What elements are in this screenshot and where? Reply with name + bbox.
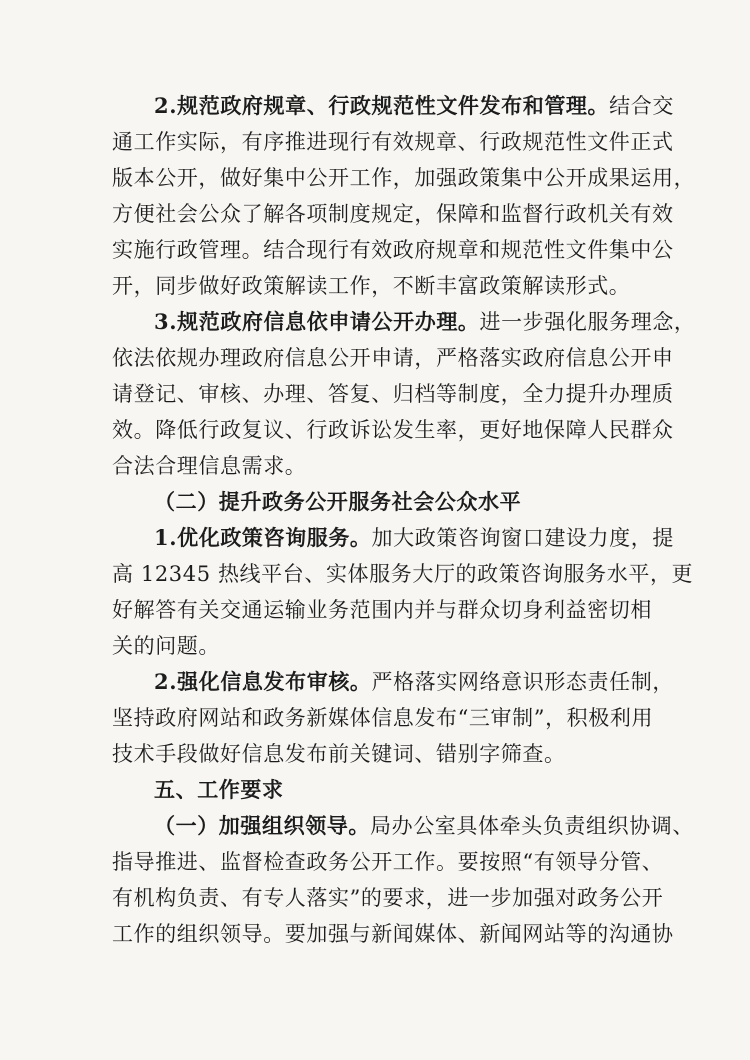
paragraph-line bbox=[112, 808, 694, 844]
paragraph-line: 通工作实际，有序推进现行有效规章、行政规范性文件正式 bbox=[112, 130, 674, 154]
body-text: 严格落实网络意识形态责任制， bbox=[371, 670, 674, 694]
paragraph-line: 实施行政管理。结合现行有效政府规章和规范性文件集中公 bbox=[112, 238, 674, 262]
paragraph-line: 关的问题。 bbox=[112, 634, 220, 658]
paragraph-line: 工作的组织领导。要加强与新闻媒体、新闻网站等的沟通协 bbox=[112, 922, 674, 946]
paragraph-line: 高 12345 热线平台、实体服务大厅的政策咨询服务水平，更 bbox=[112, 562, 694, 586]
paragraph-line: 技术手段做好信息发布前关键词、错别字筛查。 bbox=[112, 742, 566, 766]
body-text: 加大政策咨询窗口建设力度，提 bbox=[371, 526, 674, 550]
section-heading: 五、工作要求 bbox=[154, 777, 284, 802]
section-lead: 1.优化政策咨询服务。 bbox=[154, 525, 372, 550]
paragraph-line: 有机构负责、有专人落实”的要求，进一步加强对政务公开 bbox=[112, 886, 664, 910]
body-text: 结合交 bbox=[609, 94, 674, 118]
body-text: 局办公室具体牵头负责组织协调、 bbox=[370, 814, 694, 838]
paragraph-line: 坚持政府网站和政务新媒体信息发布“三审制”，积极利用 bbox=[112, 706, 654, 730]
paragraph-line: 方便社会公众了解各项制度规定，保障和监督行政机关有效 bbox=[112, 202, 674, 226]
paragraph-line: 开，同步做好政策解读工作，不断丰富政策解读形式。 bbox=[112, 274, 631, 298]
section-heading: （二）提升政务公开服务社会公众水平 bbox=[154, 489, 522, 514]
paragraph-line bbox=[112, 88, 674, 124]
paragraph-line: 指导推进、监督检查政务公开工作。要按照“有领导分管、 bbox=[112, 850, 664, 874]
body-text: 进一步强化服务理念， bbox=[479, 310, 696, 334]
paragraph-line bbox=[112, 520, 674, 556]
paragraph-line: 好解答有关交通运输业务范围内并与群众切身利益密切相 bbox=[112, 598, 652, 622]
paragraph-line: 依法依规办理政府信息公开申请，严格落实政府信息公开申 bbox=[112, 346, 674, 370]
paragraph-line: 版本公开，做好集中公开工作，加强政策集中公开成果运用， bbox=[112, 166, 696, 190]
section-lead: 2.强化信息发布审核。 bbox=[154, 669, 372, 694]
paragraph-line: 请登记、审核、办理、答复、归档等制度，全力提升办理质 bbox=[112, 382, 674, 406]
section-lead: 2.规范政府规章、行政规范性文件发布和管理。 bbox=[154, 93, 610, 118]
paragraph-line: 效。降低行政复议、行政诉讼发生率，更好地保障人民群众 bbox=[112, 418, 674, 442]
section-lead: 3.规范政府信息依申请公开办理。 bbox=[154, 309, 480, 334]
paragraph-line bbox=[112, 664, 674, 700]
section-lead: （一）加强组织领导。 bbox=[154, 813, 370, 838]
paragraph-line: 合法合理信息需求。 bbox=[112, 454, 307, 478]
paragraph-line bbox=[112, 304, 696, 340]
